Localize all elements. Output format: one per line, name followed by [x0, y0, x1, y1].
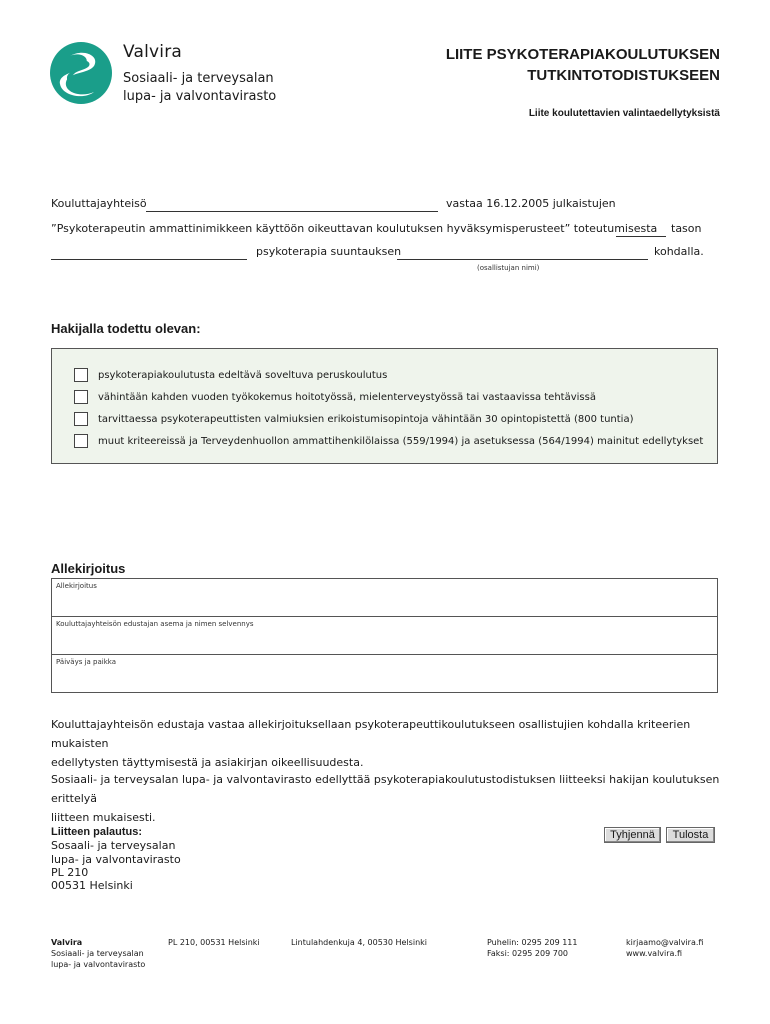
quote-text: ”Psykoterapeutin ammattinimikkeen käyttöön oikeuttavan koulutuksen hyväksymisperusteet” toteutumisesta: [51, 222, 658, 235]
provider-label: Kouluttajayhteisö: [51, 197, 147, 210]
criteria-checkbox[interactable]: [74, 434, 88, 448]
org-subtitle: [123, 70, 276, 106]
signature-input[interactable]: [56, 593, 713, 613]
footer-web[interactable]: www.valvira.fi: [626, 949, 683, 958]
clear-button[interactable]: Tyhjennä: [604, 827, 661, 843]
responsibility-line-2: edellytysten täyttymisestä ja asiakirjan oikeellisuudesta.: [51, 756, 364, 769]
criteria-label: muut kriteereissä ja Terveydenhuollon ammattihenkilölaissa (559/1994) ja asetuksessa (564/1994) mainitut edellytykset: [98, 435, 704, 447]
criteria-checkbox[interactable]: [74, 390, 88, 404]
signature-table: [51, 578, 718, 693]
return-address-line: lupa- ja valvontavirasto: [51, 853, 181, 866]
position-name-cell: [52, 617, 717, 655]
valvira-logo-icon: [50, 42, 112, 104]
footer-phone-block: [487, 937, 577, 959]
footer-contact-block: [626, 937, 703, 959]
return-address-line: Sosaali- ja terveysalan: [51, 839, 176, 852]
footer-fax: Faksi: 0295 209 700: [487, 949, 569, 958]
date-place-cell: [52, 655, 717, 693]
criteria-label: psykoterapiakoulutusta edeltävä soveltuva peruskoulutus: [98, 369, 388, 381]
responsibility-line-1: Kouluttajayhteisön edustaja vastaa allekirjoituksellaan psykoterapeuttikoulutukseen osallistujien kohdalla kriteerien mukaisten: [51, 718, 691, 750]
responsibility-paragraph: [51, 715, 721, 772]
footer-org-sub-1: Sosiaali- ja terveysalan: [51, 949, 144, 958]
return-address-line: PL 210: [51, 866, 89, 879]
criteria-item: [74, 367, 387, 383]
return-heading: Liitteen palautus:: [51, 826, 143, 838]
footer-org-sub-2: lupa- ja valvontavirasto: [51, 960, 146, 969]
return-address-line: 00531 Helsinki: [51, 879, 133, 892]
at-text: kohdalla.: [654, 245, 704, 258]
requirement-line-1: Sosiaali- ja terveysalan lupa- ja valvontavirasto edellyttää psykoterapiakoulutustodistuksen liitteeksi hakijan koulutuksen erittelyä: [51, 773, 720, 805]
criteria-item: [74, 411, 633, 427]
footer-street: Lintulahdenkuja 4, 00530 Helsinki: [291, 938, 427, 947]
signature-label: Allekirjoitus: [56, 582, 97, 590]
footer-email[interactable]: kirjaamo@valvira.fi: [626, 938, 704, 947]
criteria-heading: Hakijalla todettu olevan:: [51, 321, 201, 336]
criteria-item: [74, 433, 703, 449]
footer-org: [51, 937, 145, 970]
requirement-paragraph: [51, 770, 721, 827]
org-subtitle-line-1: Sosiaali- ja terveysalan: [123, 71, 274, 86]
position-name-input[interactable]: [56, 631, 713, 651]
criteria-item: [74, 389, 596, 405]
position-name-label: Kouluttajayhteisön edustajan asema ja nimen selvennys: [56, 620, 254, 628]
document-subtitle: Liite koulutettavien valintaedellytyksistä: [528, 108, 720, 119]
requirement-line-2: liitteen mukaisesti.: [51, 811, 156, 824]
criteria-box: [51, 348, 718, 464]
criteria-label: vähintään kahden vuoden työkokemus hoitotyössä, mielenterveystyössä tai vastaavissa tehtävissä: [98, 391, 596, 403]
date-text: vastaa 16.12.2005 julkaistujen: [446, 197, 616, 210]
date-place-label: Päiväys ja paikka: [56, 658, 116, 666]
direction-field[interactable]: [51, 247, 247, 260]
org-name: Valvira: [123, 42, 183, 62]
participant-name-field[interactable]: [397, 247, 648, 260]
org-subtitle-line-2: lupa- ja valvontavirasto: [123, 89, 277, 104]
print-button[interactable]: Tulosta: [666, 827, 715, 843]
provider-field[interactable]: [146, 199, 438, 212]
date-place-input[interactable]: [56, 670, 713, 690]
criteria-checkbox[interactable]: [74, 368, 88, 382]
level-field[interactable]: [616, 224, 666, 237]
signature-heading: Allekirjoitus: [51, 561, 126, 576]
criteria-checkbox[interactable]: [74, 412, 88, 426]
footer-org-name: Valvira: [51, 938, 83, 947]
participant-name-hint: (osallistujan nimi): [477, 264, 540, 272]
footer-postal: PL 210, 00531 Helsinki: [168, 938, 260, 947]
direction-text: psykoterapia suuntauksen: [256, 245, 402, 258]
document-title-line-1: LIITE PSYKOTERAPIAKOULUTUKSEN: [445, 46, 720, 63]
criteria-label: tarvittaessa psykoterapeuttisten valmiuksien erikoistumisopintoja vähintään 30 opintopistettä (800 tuntia): [98, 413, 634, 425]
level-text: tason: [671, 222, 702, 235]
footer-phone: Puhelin: 0295 209 111: [487, 938, 578, 947]
document-title: [400, 44, 720, 86]
signature-cell: [52, 579, 717, 617]
document-title-line-2: TUTKINTOTODISTUKSEEN: [527, 67, 720, 84]
